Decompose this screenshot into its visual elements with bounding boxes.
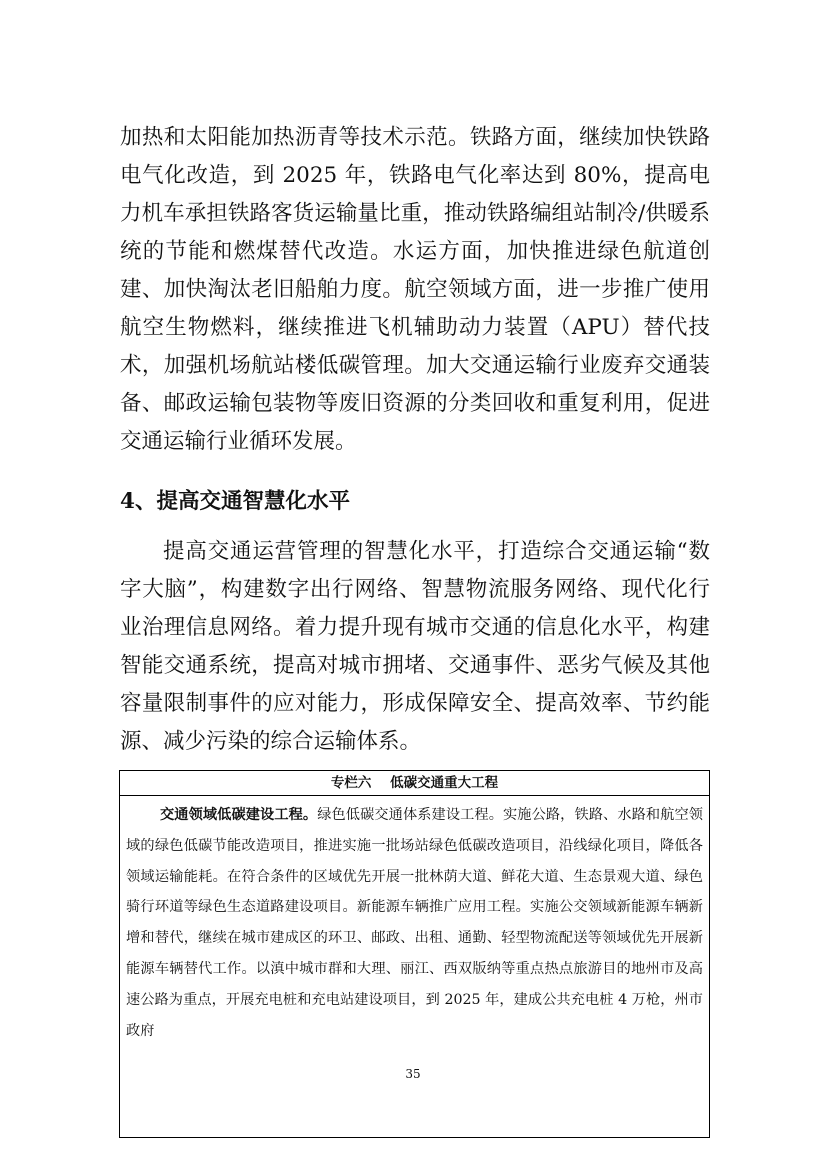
body-paragraph-smart-transport: 提高交通运营管理的智慧化水平，打造综合交通运输“数字大脑”，构建数字出行网络、智慧物流服务网络、现代化行业治理信息网络。着力提升现有城市交通的信息化水平，构建智能交通系统，提高对城市拥堵、交通事件、恶劣气候及其他容量限制事件的应对能力，形成保障安全、提高效率、节约能源、减少污染的综合运输体系。 [120,539,710,754]
body-paragraph-continued: 加热和太阳能加热沥青等技术示范。铁路方面，继续加快铁路电气化改造，到 2025 年，铁路电气化率达到 80%，提高电力机车承担铁路客货运输量比重，推动铁路编组站制冷/供暖系统的节能和燃煤替代改造。水运方面，加快推进绿色航道创建、加快淘汰老旧船舶力度。航空领域方面，进一步推广使用航空生物燃料，继续推进飞机辅助动力装置（APU）替代技术，加强机场航站楼低碳管理。加大交通运输行业废弃交通装备、邮政运输包装物等废旧资源的分类回收和重复利用，促进交通运输行业循环发展。 [120,125,710,454]
feature-box-text: 绿色低碳交通体系建设工程。实施公路，铁路、水路和航空领域的绿色低碳节能改造项目，推进实施一批场站绿色低碳改造项目，沿线绿化项目，降低各领域运输能耗。在符合条件的区域优先开展一批林荫大道、鲜花大道、生态景观大道、绿色骑行环道等绿色生态道路建设项目。新能源车辆推广应用工程。实施公交领域新能源车辆新增和替代，继续在城市建成区的环卫、邮政、出租、通勤、轻型物流配送等领域优先开展新能源车辆替代工作。以滇中城市群和大理、丽江、西双版纳等重点热点旅游目的地州市及高速公路为重点，开展充电桩和充电站建设项目，到 2025 年，建成公共充电桩 4 万枪，州市政府 [126,807,703,1039]
feature-box-body [120,796,709,1046]
feature-box-heading: 低碳交通重大工程 [390,775,499,791]
feature-box-title [120,771,709,796]
feature-box [119,770,710,1138]
feature-box-label: 专栏六 [330,775,372,791]
section-heading: 4、提高交通智慧化水平 [120,489,350,514]
feature-box-lead: 交通领域低碳建设工程。 [160,807,318,823]
page-number: 35 [405,1067,421,1081]
